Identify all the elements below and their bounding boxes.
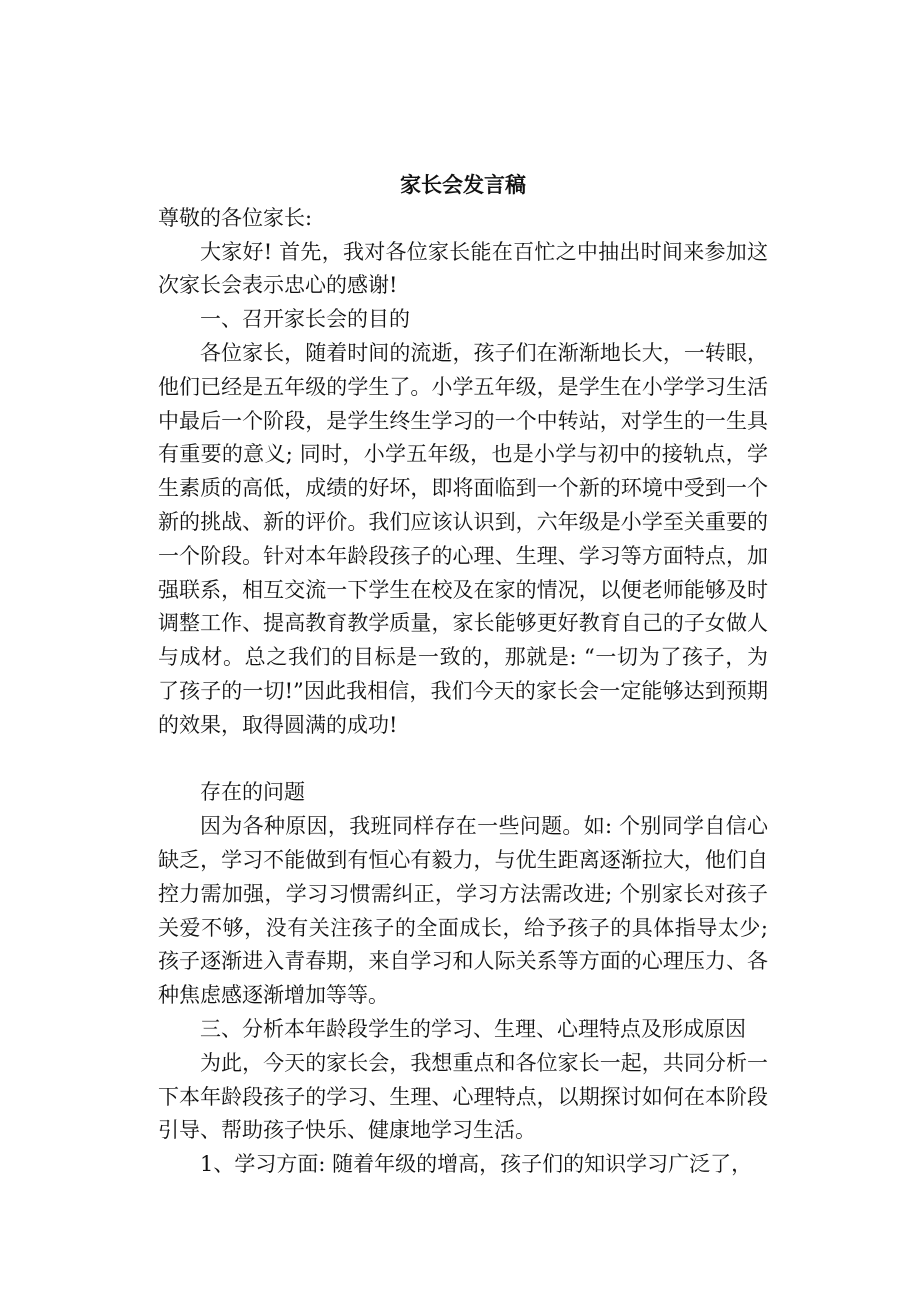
greeting-paragraph: 大家好! 首先，我对各位家长能在百忙之中抽出时间来参加这次家长会表示忠心的感谢!: [158, 239, 768, 298]
document-title: 家长会发言稿: [400, 172, 526, 197]
section2-heading: 存在的问题: [200, 780, 305, 805]
blank-line: [158, 743, 768, 777]
section3-heading: 三、分析本年龄段学生的学习、生理、心理特点及形成原因: [200, 1016, 746, 1041]
section3-paragraph: 为此，今天的家长会，我想重点和各位家长一起，共同分析一下本年龄段孩子的学习、生理、心理特点，以期探讨如何在本阶段引导、帮助孩子快乐、健康地学习生活。: [158, 1050, 768, 1143]
point1-paragraph: 1、学习方面: 随着年级的增高，孩子们的知识学习广泛了，: [200, 1152, 753, 1177]
section1-paragraph: 各位家长，随着时间的流逝，孩子们在渐渐地长大，一转眼，他们已经是五年级的学生了。小学五年级，是学生在小学学习生活中最后一个阶段，是学生终生学习的一个中转站，对学生的一生具有重要的意义; 同时，小学五年级，也是小学与初中的接轨点，学生素质的高低，成绩的好坏，即将面临到一个新的环境中受到一个新的挑战、新的评价。我们应该认识到，六年级是小学至关重要的一个阶段。针对本年龄段孩子的心理、生理、学习等方面特点，加强联系，相互交流一下学生在校及在家的情况，以便老师能够及时调整工作、提高教育教学质量，家长能够更好教育自己的子女做人与成材。总之我们的目标是一致的，那就是: “一切为了孩子，为了孩子的一切!”因此我相信，我们今天的家长会一定能够达到预期的效果，取得圆满的成功!: [158, 340, 768, 737]
section1-heading: 一、召开家长会的目的: [200, 307, 410, 332]
section2-paragraph: 因为各种原因，我班同样存在一些问题。如: 个别同学自信心缺乏，学习不能做到有恒心有毅力，与优生距离逐渐拉大，他们自控力需加强，学习习惯需纠正，学习方法需改进; 个别家长对孩子关爱不够，没有关注孩子的全面成长，给予孩子的具体指导太少; 孩子逐渐进入青春期，来自学习和人际关系等方面的心理压力、各种焦虑感逐渐增加等等。: [158, 814, 768, 1008]
document-body: [158, 168, 768, 1182]
salutation: 尊敬的各位家长:: [158, 205, 313, 230]
